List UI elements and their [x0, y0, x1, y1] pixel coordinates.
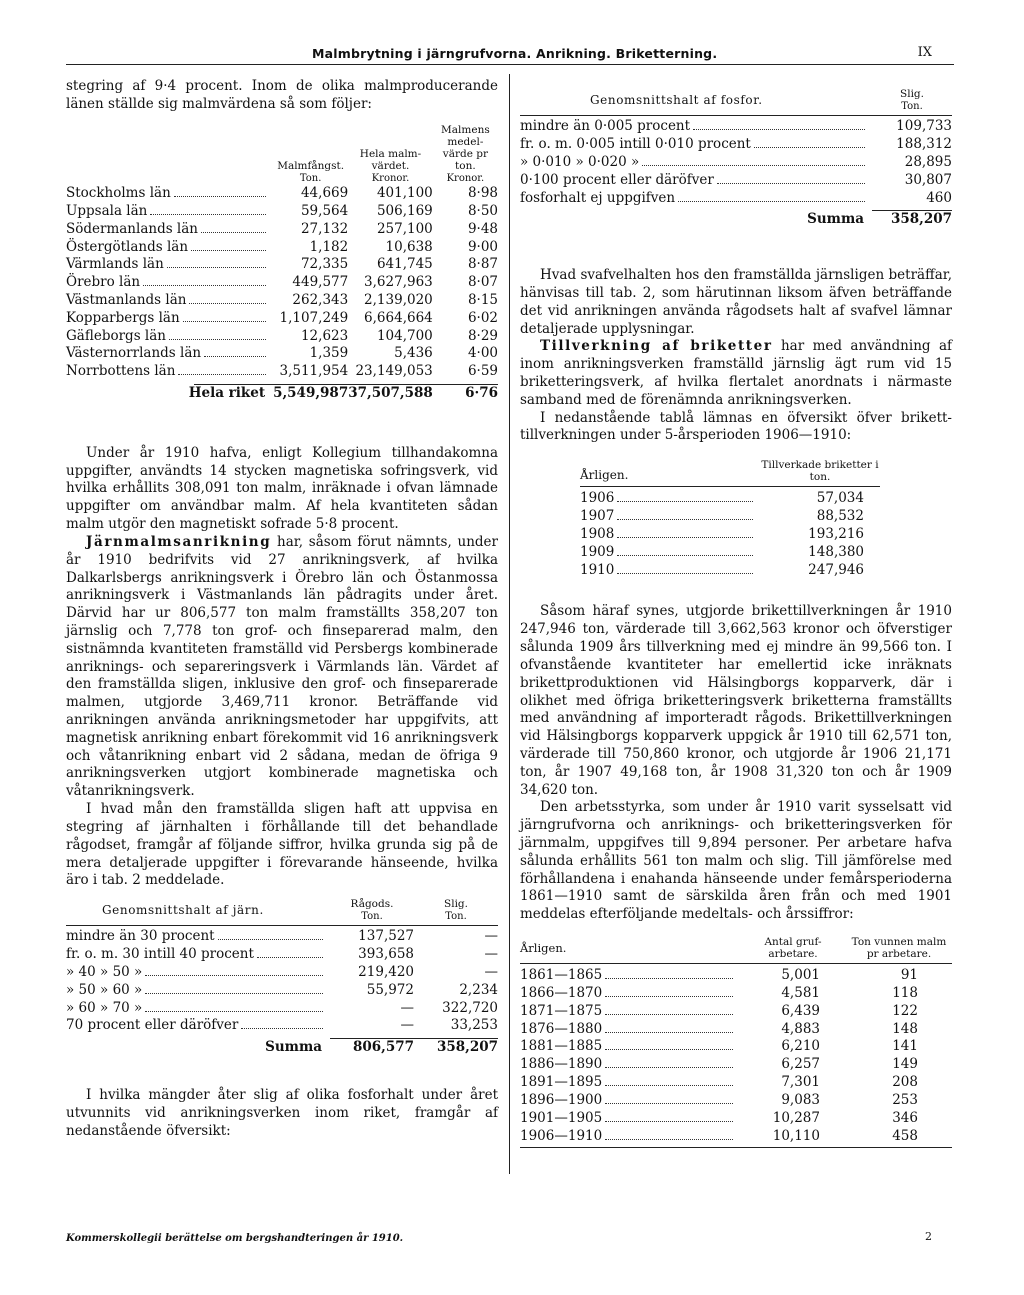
workers-value: 6,439	[781, 1002, 820, 1019]
workforce-table	[520, 936, 952, 1148]
table-row	[66, 964, 498, 982]
row-label: 1876—1880	[520, 1020, 603, 1037]
table-row	[520, 190, 952, 208]
signature-mark: 2	[925, 1230, 932, 1243]
ton-value: 1,107,249	[279, 309, 349, 326]
row-label: Stockholms län	[66, 185, 171, 202]
table-row	[520, 118, 952, 136]
table-row	[66, 946, 498, 964]
row-label: 1908	[580, 526, 615, 542]
row-label: 1861—1865	[520, 967, 603, 984]
avg-value: 8·07	[467, 274, 498, 291]
table-row	[66, 928, 498, 946]
avg-value: 8·15	[467, 291, 498, 308]
row-label: 70 procent eller däröfver	[66, 1017, 239, 1034]
county-name	[66, 203, 273, 221]
ragods-value: 55,972	[366, 981, 414, 998]
ton-value: 1,359	[309, 345, 349, 362]
ragods-value: 137,527	[358, 928, 414, 945]
column-divider	[509, 74, 510, 1174]
county-ore-table	[66, 124, 498, 403]
phosphor-table-title: Genomsnittshalt af fosfor.	[590, 92, 763, 107]
total-label: Summa	[807, 211, 864, 228]
paragraph-sulphur: Hvad svafvelhalten hos den framställda järnsligen beträffar, hänvisas till tab. 2, som härutinnan liksom äfven beträffande det vid anrikningen använda rågodsets halt af svafvel lämnar detaljerade upplysningar.	[520, 267, 952, 337]
year	[580, 562, 760, 580]
workers-value: 6,210	[781, 1038, 820, 1055]
table-row	[66, 185, 498, 203]
avg-value: 8·87	[467, 256, 498, 273]
kronor-value: 23,149,053	[355, 363, 433, 380]
briquette-value: 247,946	[808, 561, 864, 578]
row-label: 1886—1890	[520, 1056, 603, 1073]
col-head-period: Årligen.	[520, 940, 567, 955]
avg-value: 6·02	[467, 309, 498, 326]
col-head-slig: Slig.	[900, 88, 924, 100]
row-label: Värmlands län	[66, 256, 164, 273]
total-row	[66, 1039, 498, 1057]
col-head-avg: Malmens medel-värde pr ton.	[441, 123, 490, 172]
table-row	[66, 345, 498, 363]
total-label: Hela riket	[188, 385, 266, 401]
unit: Ton.	[901, 101, 923, 113]
paragraph-overview: I nedanstående tablå lämnas en öfversikt öfver brikett-tillverkningen under 5-årsperioden 1906—1910:	[520, 409, 952, 444]
col-head-workers: Antal gruf-arbetare.	[764, 936, 822, 961]
ore-per-worker-value: 148	[892, 1020, 918, 1037]
row-label: » 60 » 70 »	[66, 999, 143, 1016]
ore-per-worker-value: 458	[892, 1127, 918, 1144]
ragods-value: 393,658	[358, 946, 414, 963]
workers-value: 6,257	[781, 1056, 820, 1073]
row-label: 1891—1895	[520, 1074, 603, 1091]
row-label: 1896—1900	[520, 1091, 603, 1108]
table-row	[66, 221, 498, 239]
ton-value: 27,132	[300, 220, 349, 237]
row-label: Västmanlands län	[66, 291, 187, 308]
row-label: Uppsala län	[66, 202, 148, 219]
county-name	[66, 363, 273, 381]
ton-value: 44,669	[300, 185, 349, 202]
county-name	[66, 185, 273, 203]
paragraph-phosphor: I hvilka mängder åter slig af olika fosforhalt under året utvunnits vid anrikningsverken inom riket, framgår af nedanstående öfversikt:	[66, 1087, 498, 1139]
ton-value: 1,182	[309, 238, 349, 255]
ton-value: 449,577	[292, 274, 349, 291]
kronor-value: 104,700	[376, 327, 433, 344]
table-row	[580, 562, 880, 580]
row-label: 1866—1870	[520, 985, 603, 1001]
row-label: 1906—1910	[520, 1127, 603, 1144]
avg-value: 8·29	[467, 327, 498, 344]
ragods-value: 219,420	[358, 964, 414, 980]
iron-table-title: Genomsnittshalt af järn.	[102, 902, 264, 917]
header-rule	[66, 64, 954, 65]
table-row	[66, 328, 498, 346]
ragods-value: —	[400, 999, 414, 1016]
ragods-value: —	[400, 1017, 414, 1034]
kronor-value: 3,627,963	[364, 274, 433, 291]
table-row	[520, 1092, 952, 1110]
table-row	[520, 136, 952, 154]
row-label: 0·100 procent eller däröfver	[520, 171, 714, 188]
page-number: IX	[917, 45, 932, 60]
total-ton: 5,549,987	[273, 385, 349, 401]
avg-value: 9·48	[467, 220, 498, 237]
period	[520, 1110, 740, 1128]
kronor-value: 6,664,664	[364, 309, 433, 326]
workers-value: 10,110	[772, 1127, 820, 1144]
ton-value: 59,564	[300, 202, 349, 219]
row-label: Örebro län	[66, 274, 141, 291]
table-row	[66, 1000, 498, 1018]
ore-per-worker-value: 253	[892, 1091, 918, 1108]
workers-value: 4,581	[781, 985, 820, 1001]
period	[520, 985, 740, 1003]
row-label: fr. o. m. 0·005 intill 0·010 procent	[520, 136, 751, 153]
slig-value: 2,234	[459, 981, 498, 998]
table-row	[520, 1021, 952, 1039]
paragraph-enrichment: Järnmalmsanrikning har, såsom förut nämnts, under år 1910 bedrifvits vid 27 anrikningsverk, af hvilka Dalkarlsbergs anrikningsverk i Örebro län och Östanmossa anrikningsverk i Västmanlands län pådragits under året. Därvid har ur 806,577 ton malm framställts 358,207 ton järnslig och 7,778 ton grof- och finseparerad malm, den sistnämnda kvantiteten framställd vid Persbergs kombinerade anriknings- och separeringsverk i Värmlands län. Värdet af den framställda sligen, inklusive den grof- och finseparerade malmen, utgjorde 3,469,711 kronor. Beträffande vid anrikningen använda anrikningsmetoder har uppgifvits, att magnetisk anrikning enbart förekommit vid 16 anrikningsverk och våtanrikning enbart vid 2 sådana, medan de öfriga 9 anrikningsverken utgjort kombinerade magnetiska och våtanrikningsverk.	[66, 533, 498, 800]
slig-value: 30,807	[904, 171, 952, 188]
col-head-slig: Slig.	[444, 898, 468, 911]
total-kr: 37,507,588	[348, 385, 433, 401]
workers-value: 7,301	[781, 1074, 820, 1091]
col-head-ore-per-worker: Ton vunnen malm pr arbetare.	[851, 936, 947, 961]
right-column	[520, 78, 952, 1148]
slig-value: 322,720	[442, 999, 498, 1016]
kronor-value: 10,638	[385, 238, 433, 255]
unit: Ton.	[299, 172, 322, 184]
briquette-value: 193,216	[808, 526, 864, 542]
iron-content-table	[66, 898, 498, 1057]
iron-range	[66, 946, 330, 964]
table-row	[580, 508, 880, 526]
row-label: Norrbottens län	[66, 363, 176, 380]
table-row	[66, 363, 498, 381]
ore-per-worker-value: 149	[892, 1056, 918, 1073]
row-label: 1909	[580, 543, 615, 560]
table-row	[520, 967, 952, 985]
row-label: Kopparbergs län	[66, 309, 180, 326]
paragraph-hälsingborg: Såsom häraf synes, utgjorde brikettillverkningen år 1910 247,946 ton, värderade till 3,662,563 kronor och öfverstiger sålunda 1909 års tillverkning med ej mindre än 99,566 ton. I ofvanstående kvantiteter har emellertid icke inräknats brikettproduktionen vid Hälsingborgs kopparverk, där i olikhet med öfriga briketteringsverk briketterna framställts med användning af importeradt rågods. Brikettillverkningen vid Hälsingborgs kopparverk uppgick år 1910 till 62,571 ton, värderade till 750,860 kronor, och utgjorde år 1906 21,171 ton, år 1907 49,168 ton, år 1908 31,320 ton och år 1909 34,620 ton.	[520, 603, 952, 798]
year	[580, 490, 760, 508]
running-head: Malmbrytning i järngrufvorna. Anrikning. Briketterning.	[312, 46, 718, 61]
unit: Kronor.	[446, 172, 485, 184]
row-label: Östergötlands län	[66, 238, 189, 255]
total-row	[520, 211, 952, 229]
year	[580, 544, 760, 562]
row-label: 1901—1905	[520, 1109, 603, 1126]
table-row	[520, 154, 952, 172]
table-row	[66, 274, 498, 292]
avg-value: 9·00	[467, 238, 498, 255]
county-name	[66, 310, 273, 328]
period	[520, 1003, 740, 1021]
phosphor-range	[520, 154, 872, 172]
kronor-value: 506,169	[376, 202, 433, 219]
table-row	[580, 490, 880, 508]
total-avg: 6·76	[465, 385, 498, 401]
table-row	[66, 310, 498, 328]
briquette-value: 148,380	[808, 543, 864, 560]
year	[580, 526, 760, 544]
total-row	[66, 385, 498, 403]
period	[520, 1021, 740, 1039]
table-row	[520, 172, 952, 190]
county-name	[66, 328, 273, 346]
ton-value: 12,623	[300, 327, 349, 344]
unit: Ton.	[445, 911, 467, 923]
phosphor-range	[520, 190, 872, 208]
lead-term: Järnmalmsanrikning	[86, 533, 272, 550]
county-name	[66, 239, 273, 257]
period	[520, 1074, 740, 1092]
kronor-value: 641,745	[376, 256, 433, 273]
total-ragods: 806,577	[352, 1039, 414, 1056]
period	[520, 1128, 740, 1146]
col-head-year: Årligen.	[580, 467, 629, 482]
avg-value: 8·50	[467, 202, 498, 219]
table-row	[520, 1128, 952, 1146]
total-slig: 358,207	[436, 1039, 498, 1056]
slig-value: —	[484, 964, 498, 980]
row-label: 1910	[580, 561, 615, 578]
total-label: Summa	[265, 1039, 322, 1056]
table-row	[520, 1003, 952, 1021]
briquette-value: 57,034	[816, 490, 864, 507]
paragraph-iron-content: I hvad mån den framställda sligen haft att uppvisa en stegring af järnhalten i förhållande till det behandlade rågodset, framgår af följande siffror, hvilka grunda sig på de mera detaljerade uppgifter i förevarande hänseende, hvilka äro i tab. 2 meddelade.	[66, 801, 498, 889]
left-column	[66, 78, 498, 1141]
row-label: mindre än 30 procent	[66, 928, 215, 945]
row-label: Västernorrlands län	[66, 345, 202, 362]
slig-value: 28,895	[904, 153, 952, 170]
iron-range	[66, 1000, 330, 1018]
row-label: fosforhalt ej uppgifven	[520, 189, 676, 206]
table-row	[580, 526, 880, 544]
row-label: 1881—1885	[520, 1038, 603, 1055]
workers-value: 5,001	[781, 967, 820, 984]
county-name	[66, 221, 273, 239]
ore-per-worker-value: 122	[892, 1002, 918, 1019]
table-row	[520, 1110, 952, 1128]
slig-value: 188,312	[896, 136, 952, 153]
briquette-table	[580, 459, 880, 579]
phosphor-table	[520, 88, 952, 229]
intro-paragraph: stegring af 9·4 procent. Inom de olika malmproducerande länen ställde sig malmvärdena så som följer:	[66, 78, 498, 112]
period	[520, 1092, 740, 1110]
iron-range	[66, 964, 330, 982]
period	[520, 967, 740, 985]
county-name	[66, 274, 273, 292]
ton-value: 3,511,954	[279, 363, 349, 380]
total-slig: 358,207	[890, 211, 952, 228]
row-label: » 40 » 50 »	[66, 964, 143, 980]
slig-value: —	[484, 928, 498, 945]
col-head-value: Hela malm-värdet.	[359, 147, 422, 172]
county-name	[66, 256, 273, 274]
row-label: 1871—1875	[520, 1002, 603, 1019]
table-row	[66, 256, 498, 274]
lead-term: Tillverkning af briketter	[540, 338, 773, 355]
unit: Ton.	[361, 911, 383, 923]
paragraph-briquettes: Tillverkning af briketter har med användning af inom anrikningsverken framställd järnslig ägt rum vid 15 briketteringsverk, af hvilka flertalet anordnats i närmaste samband med de förenämnda anrikningsverken.	[520, 338, 952, 408]
ton-value: 262,343	[292, 291, 349, 308]
table-row	[66, 982, 498, 1000]
avg-value: 4·00	[467, 345, 498, 362]
table-row	[66, 1017, 498, 1035]
row-label: 1907	[580, 508, 615, 525]
phosphor-range	[520, 136, 872, 154]
row-label: Södermanlands län	[66, 220, 198, 237]
row-label: Gäfleborgs län	[66, 327, 166, 344]
kronor-value: 257,100	[376, 220, 433, 237]
iron-range	[66, 982, 330, 1000]
workers-value: 9,083	[781, 1091, 820, 1108]
ore-per-worker-value: 91	[900, 967, 918, 984]
table-row	[66, 203, 498, 221]
county-name	[66, 292, 273, 310]
ore-per-worker-value: 141	[892, 1038, 918, 1055]
kronor-value: 5,436	[394, 345, 433, 362]
table-row	[520, 1038, 952, 1056]
ore-per-worker-value: 118	[892, 985, 918, 1001]
table-row	[520, 1056, 952, 1074]
county-name	[66, 345, 273, 363]
row-label: » 0·010 » 0·020 »	[520, 153, 640, 170]
footnote-source: Kommerskollegii berättelse om bergshandteringen år 1910.	[66, 1233, 404, 1244]
table-row	[66, 292, 498, 310]
row-label: fr. o. m. 30 intill 40 procent	[66, 946, 254, 963]
slig-value: 109,733	[896, 118, 952, 135]
slig-value: —	[484, 946, 498, 963]
kronor-value: 2,139,020	[364, 291, 433, 308]
col-head-ton: Malmfångst.	[277, 159, 345, 172]
slig-value: 33,253	[450, 1017, 498, 1034]
ore-per-worker-value: 346	[892, 1109, 918, 1126]
row-label: 1906	[580, 490, 615, 507]
row-label: mindre än 0·005 procent	[520, 118, 691, 135]
row-label: » 50 » 60 »	[66, 981, 143, 998]
workers-value: 4,883	[781, 1020, 820, 1037]
table-row	[66, 239, 498, 257]
slig-value: 460	[926, 189, 952, 206]
iron-range	[66, 928, 330, 946]
col-head-briquettes: Tillverkade briketter i ton.	[761, 459, 879, 484]
phosphor-range	[520, 172, 872, 190]
briquette-value: 88,532	[816, 508, 864, 525]
ore-per-worker-value: 208	[892, 1074, 918, 1091]
phosphor-range	[520, 118, 872, 136]
year	[580, 508, 760, 526]
avg-value: 8·98	[467, 185, 498, 202]
paragraph-magnetic: Under år 1910 hafva, enligt Kollegium tillhandakomna uppgifter, användts 14 stycken magnetiska sofringsverk, vid hvilka erhållits 308,091 ton malm, inräknade i ofvan lämnade uppgifter om användbar malm. Af hela kvantiteten sådan malm utgör den magnetiskt sofrade 5·8 procent.	[66, 444, 498, 533]
table-row	[520, 985, 952, 1003]
ton-value: 72,335	[300, 256, 349, 273]
paragraph-workforce: Den arbetsstyrka, som under år 1910 varit sysselsatt vid järngrufvorna och anriknings- och briketteringsverken för järnmalm, uppgifves till 9,894 personer. Per arbetare hafva sålunda erhållits 561 ton malm och slig. Till jämförelse med förhållandena i enahanda hänseende under femårsperioderna 1861—1910 samt de särskilda åren från och med 1901 meddelas efterföljande medeltals- och årssiffror:	[520, 799, 952, 923]
col-head-ragods: Rågods.	[350, 898, 394, 911]
unit: Kronor.	[371, 172, 410, 184]
table-row	[580, 544, 880, 562]
kronor-value: 401,100	[376, 185, 433, 202]
table-row	[520, 1074, 952, 1092]
avg-value: 6·59	[467, 363, 498, 380]
workers-value: 10,287	[772, 1109, 820, 1126]
period	[520, 1038, 740, 1056]
period	[520, 1056, 740, 1074]
iron-range	[66, 1017, 330, 1035]
